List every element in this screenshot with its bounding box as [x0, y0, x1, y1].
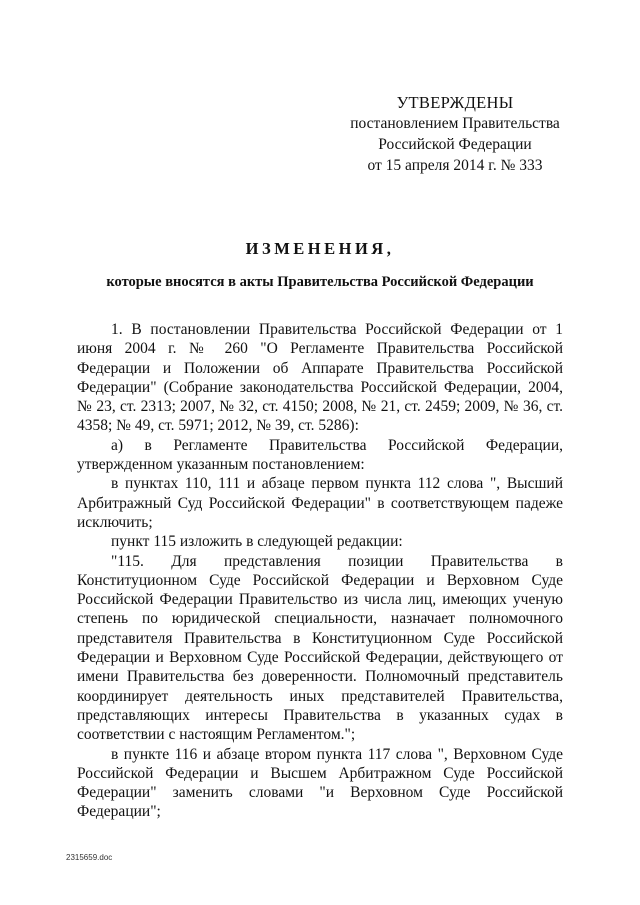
- paragraph: в пункте 116 и абзаце втором пункта 117 слова ", Верховном Суде Российской Федерации и Высшем Арбитражном Суде Российской Федерации" заменить словами "и Верховном Суде Российской Федерации";: [77, 745, 563, 821]
- document-body: [77, 320, 563, 822]
- paragraph: в пунктах 110, 111 и абзаце первом пункта 112 слова ", Высший Арбитражный Суд Российской Федерации" в соответствующем падеже исключить;: [77, 475, 563, 531]
- document-title: ИЗМЕНЕНИЯ,: [245, 239, 395, 258]
- approval-line-3: от 15 апреля 2014 г. № 333: [367, 157, 543, 174]
- approval-line-2: Российской Федерации: [378, 136, 532, 153]
- approval-block: [330, 92, 580, 176]
- document-subtitle: которые вносятся в акты Правительства Российской Федерации: [106, 274, 534, 290]
- approval-line-1: постановлением Правительства: [350, 115, 560, 132]
- paragraph: 1. В постановлении Правительства Российской Федерации от 1 июня 2004 г. № 260 "О Регламенте Правительства Российской Федерации и Положении об Аппарате Правительства Российской Федерации" (Собрание законодательства Российской Федерации, 2004, № 23, ст. 2313; 2007, № 32, ст. 4150; 2008, № 21, ст. 2459; 2009, № 36, ст. 4358; № 49, ст. 5971; 2012, № 39, ст. 5286):: [77, 321, 563, 435]
- approved-heading: УТВЕРЖДЕНЫ: [396, 93, 514, 112]
- file-name-footer: 2315659.doc: [66, 853, 113, 862]
- paragraph: а) в Регламенте Правительства Российской Федерации, утвержденном указанным постановлением:: [77, 436, 563, 474]
- paragraph: пункт 115 изложить в следующей редакции:: [111, 533, 403, 551]
- paragraph: "115. Для представления позиции Правительства в Конституционном Суде Российской Федерации и Верховном Суде Российской Федерации Правительство из числа лиц, имеющих ученую степень по юридической специальности, назначает полномочного представителя Правительства в Конституционном Суде Российской Федерации и Верховном Суде Российской Федерации, действующего от имени Правительства без доверенности. Полномочный представитель координирует деятельность иных представителей Правительства, представляющих интересы Правительства в указанных судах в соответствии с настоящим Регламентом.";: [77, 552, 563, 744]
- document-title-block: [60, 238, 580, 292]
